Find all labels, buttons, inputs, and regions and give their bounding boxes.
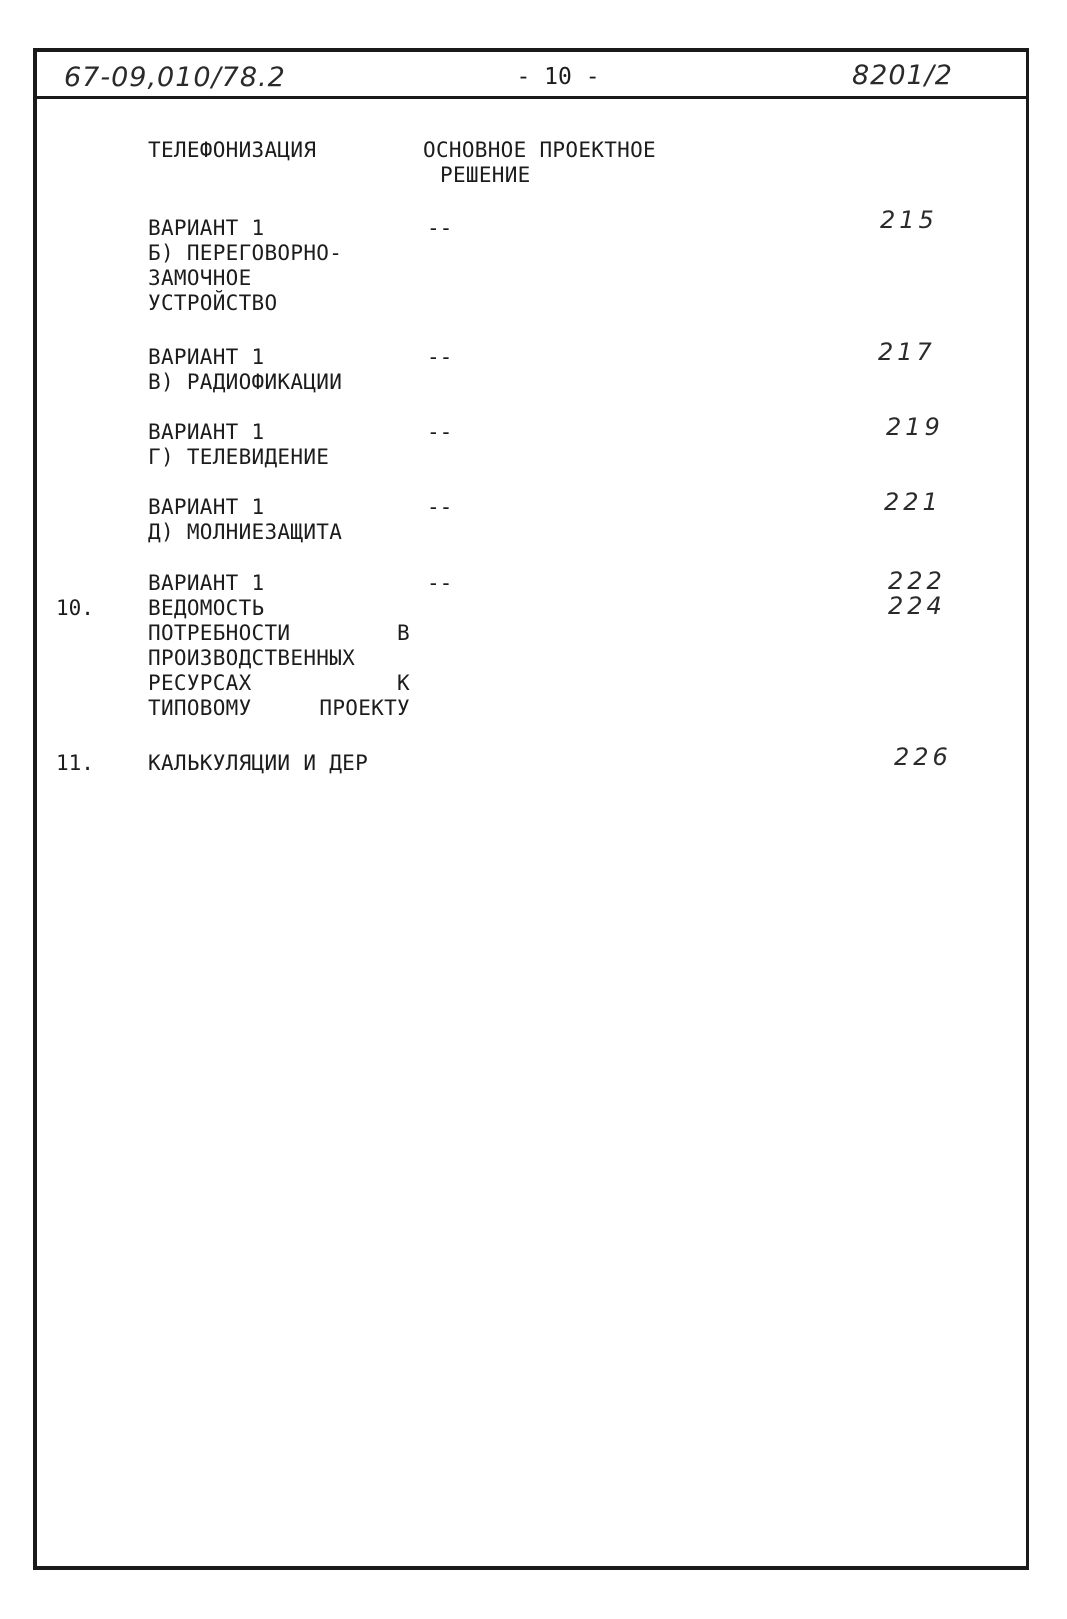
variant-label: ВАРИАНТ 1 [148,495,265,519]
variant-label: ВАРИАНТ 1 [148,420,265,444]
list-item [148,420,410,470]
solution-heading-line1: ОСНОВНОЕ ПРОЕКТНОЕ [423,138,656,162]
item11-title: КАЛЬКУЛЯЦИИ И ДЕР [148,751,369,775]
header-divider [33,96,1029,99]
page-reference: 224 [888,592,946,620]
ditto-mark: -- [427,216,453,240]
variant-label: ВАРИАНТ 1 [148,571,265,595]
section-heading: ТЕЛЕФОНИЗАЦИЯ [148,138,317,162]
ditto-mark: -- [427,495,453,519]
variant-label: ВАРИАНТ 1 [148,216,265,240]
list-item [148,571,410,721]
page-reference: 221 [884,488,942,516]
entry-title-cont: ЗАМОЧНОЕ [148,266,252,290]
entry-title: Д) МОЛНИЕЗАЩИТА [148,520,343,544]
list-item [148,216,410,316]
item10-line3: ПРОИЗВОДСТВЕННЫХ [148,646,356,670]
page-reference: 215 [880,206,938,234]
page-reference: 226 [894,743,952,771]
inventory-number: 8201/2 [852,60,953,91]
ditto-mark: -- [427,345,453,369]
page-number: - 10 - [516,64,600,90]
item-number: 10. [56,596,94,620]
item-number: 11. [56,751,94,775]
item10-line1: ВЕДОМОСТЬ [148,596,265,620]
page-reference: 222 [888,567,946,595]
item10-line2: ПОТРЕБНОСТИ В [148,621,410,645]
solution-heading-line2: РЕШЕНИЕ [440,163,531,187]
list-item [148,345,410,395]
document-code: 67-09,010/78.2 [64,62,286,93]
ditto-mark: -- [427,571,453,595]
entry-title-cont: УСТРОЙСТВО [148,291,278,315]
variant-label: ВАРИАНТ 1 [148,345,265,369]
item10-line4: РЕСУРСАХ К [148,671,410,695]
page-reference: 219 [886,413,944,441]
entry-title: В) РАДИОФИКАЦИИ [148,370,343,394]
ditto-mark: -- [427,420,453,444]
item10-line5: ТИПОВОМУ ПРОЕКТУ [148,696,410,720]
list-item [148,495,410,545]
page-reference: 217 [878,338,936,366]
entry-title: Г) ТЕЛЕВИДЕНИЕ [148,445,330,469]
entry-title: Б) ПЕРЕГОВОРНО- [148,241,343,265]
